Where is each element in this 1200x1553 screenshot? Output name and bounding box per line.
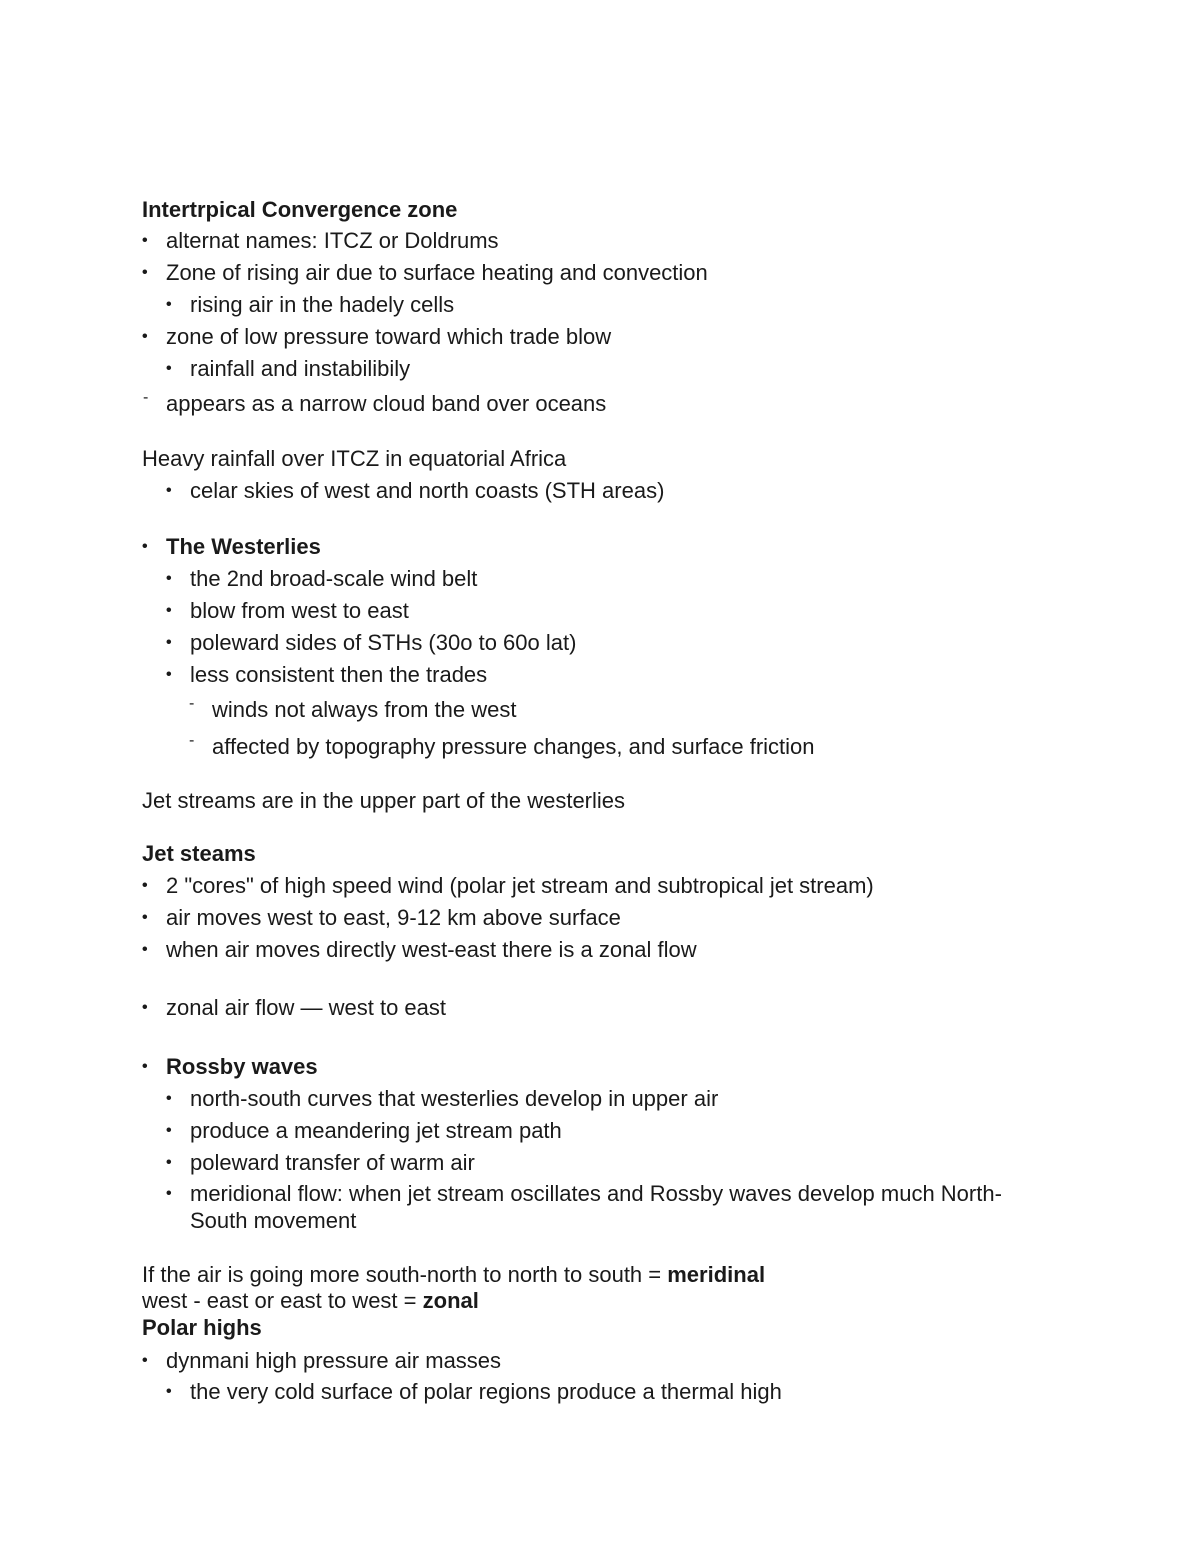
bullet-icon: •: [166, 296, 172, 313]
list-item: meridional flow: when jet stream oscillates and Rossby waves develop much North-: [190, 1181, 1002, 1206]
list-item: Zone of rising air due to surface heating and convection: [166, 260, 708, 285]
list-item-continuation: South movement: [190, 1208, 357, 1233]
term-zonal: zonal: [422, 1288, 479, 1313]
list-item: rising air in the hadely cells: [190, 292, 455, 317]
list-item: celar skies of west and north coasts (STH areas): [190, 478, 665, 503]
paragraph: [142, 1262, 765, 1288]
polar-heading: Polar highs: [142, 1315, 262, 1340]
bullet-icon: •: [142, 1058, 148, 1075]
paragraph: Heavy rainfall over ITCZ in equatorial Africa: [142, 446, 567, 471]
bullet-icon: •: [142, 264, 148, 281]
bullet-icon: •: [142, 877, 148, 894]
list-item: 2 "cores" of high speed wind (polar jet stream and subtropical jet stream): [166, 873, 874, 898]
westerlies-heading: The Westerlies: [166, 534, 321, 559]
bullet-icon: •: [142, 909, 148, 926]
bullet-icon: •: [142, 538, 148, 555]
bullet-icon: •: [142, 232, 148, 249]
bullet-icon: •: [166, 482, 172, 499]
rossby-heading: Rossby waves: [166, 1054, 318, 1079]
dash-icon: -: [143, 389, 149, 406]
bullet-icon: •: [142, 999, 148, 1016]
bullet-icon: •: [166, 1154, 172, 1171]
list-item: rainfall and instabilibily: [190, 356, 411, 381]
bullet-icon: •: [166, 1383, 172, 1400]
list-item: appears as a narrow cloud band over oceans: [166, 391, 607, 416]
bullet-icon: •: [142, 328, 148, 345]
term-meridinal: meridinal: [667, 1262, 766, 1287]
bullet-icon: •: [166, 360, 172, 377]
bullet-icon: •: [166, 1122, 172, 1139]
list-item: zonal air flow — west to east: [166, 995, 447, 1020]
list-item: less consistent then the trades: [190, 662, 488, 687]
list-item: north-south curves that westerlies develop in upper air: [190, 1086, 719, 1111]
bullet-icon: •: [166, 570, 172, 587]
list-item: poleward transfer of warm air: [190, 1150, 475, 1175]
bullet-icon: •: [142, 1352, 148, 1369]
list-item: air moves west to east, 9-12 km above surface: [166, 905, 621, 930]
list-item: produce a meandering jet stream path: [190, 1118, 562, 1143]
list-item: dynmani high pressure air masses: [166, 1348, 502, 1373]
list-item: alternat names: ITCZ or Doldrums: [166, 228, 499, 253]
list-item: blow from west to east: [190, 598, 409, 623]
list-item: affected by topography pressure changes, and surface friction: [212, 734, 815, 759]
list-item: the 2nd broad-scale wind belt: [190, 566, 478, 591]
dash-icon: -: [189, 732, 195, 749]
bullet-icon: •: [166, 1185, 172, 1202]
list-item: when air moves directly west-east there is a zonal flow: [166, 937, 697, 962]
bullet-icon: •: [166, 1090, 172, 1107]
paragraph: Jet streams are in the upper part of the westerlies: [142, 788, 626, 813]
itcz-heading: Intertrpical Convergence zone: [142, 197, 458, 222]
paragraph: [142, 1288, 479, 1314]
list-item: zone of low pressure toward which trade blow: [166, 324, 612, 349]
paragraph-text: west - east or east to west =: [142, 1288, 423, 1313]
paragraph-text: If the air is going more south-north to north to south =: [142, 1262, 668, 1287]
jet-heading: Jet steams: [142, 841, 256, 866]
bullet-icon: •: [166, 634, 172, 651]
list-item: the very cold surface of polar regions produce a thermal high: [190, 1379, 782, 1404]
bullet-icon: •: [166, 666, 172, 683]
list-item: poleward sides of STHs (30o to 60o lat): [190, 630, 577, 655]
list-item: winds not always from the west: [212, 697, 517, 722]
dash-icon: -: [189, 695, 195, 712]
bullet-icon: •: [166, 602, 172, 619]
bullet-icon: •: [142, 941, 148, 958]
